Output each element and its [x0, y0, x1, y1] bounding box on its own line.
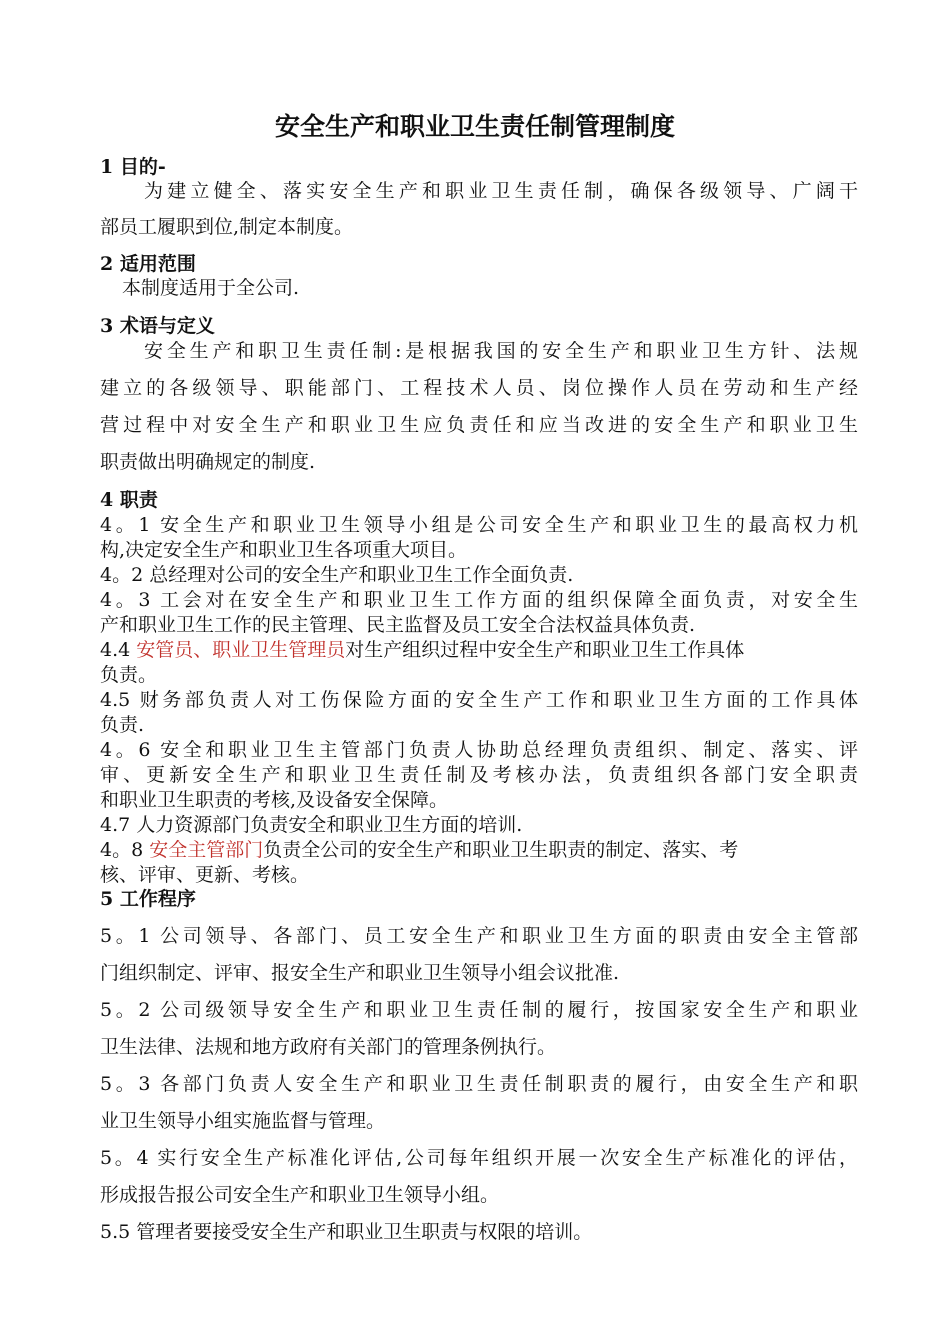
list-item-line: 4.7 人力资源部门负责安全和职业卫生方面的培训.: [100, 814, 523, 836]
section-3-heading: 3 术语与定义: [100, 315, 215, 337]
item-text: 负责全公司的安全生产和职业卫生职责的制定、落实、考: [263, 839, 739, 861]
section-2-heading: 2 适用范围: [100, 253, 196, 275]
paragraph-line: 为建立健全、落实安全生产和职业卫生责任制，确保各级领导、广阔干: [144, 180, 858, 202]
list-item-line: 形成报告报公司安全生产和职业卫生领导小组。: [100, 1184, 500, 1206]
paragraph-line: 职责做出明确规定的制度.: [100, 451, 316, 473]
section-1-body: [100, 173, 858, 245]
list-item-line: 5。3 各部门负责人安全生产和职业卫生责任制职责的履行，由安全生产和职: [100, 1073, 858, 1095]
list-item-line: 卫生法律、法规和地方政府有关部门的管理条例执行。: [100, 1036, 557, 1058]
list-item-line: 门组织制定、评审、报安全生产和职业卫生领导小组会议批准.: [100, 962, 620, 984]
highlighted-role: 安管员、职业卫生管理员: [136, 639, 346, 661]
list-item-line: 核、评审、更新、考核。: [100, 864, 310, 886]
list-item-line: 审、更新安全生产和职业卫生责任制及考核办法，负责组织各部门安全职责: [100, 764, 858, 786]
list-item-4-4: [100, 638, 858, 663]
section-3-body: [100, 333, 858, 481]
item-number: 4。8: [100, 839, 150, 861]
section-5-body: [100, 918, 858, 1251]
section-4-body: [100, 513, 858, 888]
section-1-heading: 1 目的-: [100, 156, 166, 178]
item-text: 对生产组织过程中安全生产和职业卫生工作具体: [345, 639, 745, 661]
list-item-line: 4.5 财务部负责人对工伤保险方面的安全生产工作和职业卫生方面的工作具体: [100, 689, 858, 711]
section-5-heading: 5 工作程序: [100, 888, 196, 910]
section-4-heading: 4 职责: [100, 489, 158, 511]
list-item-line: 5。2 公司级领导安全生产和职业卫生责任制的履行，按国家安全生产和职业: [100, 999, 858, 1021]
paragraph-line: 部员工履职到位,制定本制度。: [100, 216, 354, 238]
paragraph-line: 安全生产和职卫生责任制:是根据我国的安全生产和职业卫生方针、法规: [144, 340, 858, 362]
item-number: 4.4: [100, 639, 137, 661]
list-item-line: 4。1 安全生产和职业卫生领导小组是公司安全生产和职业卫生的最高权力机: [100, 514, 858, 536]
section-2-body: [100, 270, 858, 306]
list-item-line: 产和职业卫生工作的民主管理、民主监督及员工安全合法权益具体负责.: [100, 614, 696, 636]
list-item-4-8: [100, 838, 858, 863]
list-item-line: 5。4 实行安全生产标准化评估,公司每年组织开展一次安全生产标准化的评估，: [100, 1147, 858, 1169]
highlighted-department: 安全主管部门: [149, 839, 264, 861]
list-item-line: 4。2 总经理对公司的安全生产和职业卫生工作全面负责.: [100, 564, 574, 586]
list-item-line: 负责。: [100, 664, 158, 686]
list-item-line: 构,决定安全生产和职业卫生各项重大项目。: [100, 539, 468, 561]
list-item-line: 和职业卫生职责的考核,及设备安全保障。: [100, 789, 449, 811]
list-item-line: 负责.: [100, 714, 145, 736]
list-item-line: 4。3 工会对在安全生产和职业卫生工作方面的组织保障全面负责，对安全生: [100, 589, 858, 611]
list-item-line: 5。1 公司领导、各部门、员工安全生产和职业卫生方面的职责由安全主管部: [100, 925, 858, 947]
paragraph-line: 营过程中对安全生产和职业卫生应负责任和应当改进的安全生产和职业卫生: [100, 414, 858, 436]
list-item-line: 4。6 安全和职业卫生主管部门负责人协助总经理负责组织、制定、落实、评: [100, 739, 858, 761]
paragraph-line: 本制度适用于全公司.: [122, 277, 300, 299]
document-title: 安全生产和职业卫生责任制管理制度: [274, 112, 675, 141]
list-item-line: 业卫生领导小组实施监督与管理。: [100, 1110, 386, 1132]
list-item-line: 5.5 管理者要接受安全生产和职业卫生职责与权限的培训。: [100, 1221, 593, 1243]
paragraph-line: 建立的各级领导、职能部门、工程技术人员、岗位操作人员在劳动和生产经: [100, 377, 858, 399]
